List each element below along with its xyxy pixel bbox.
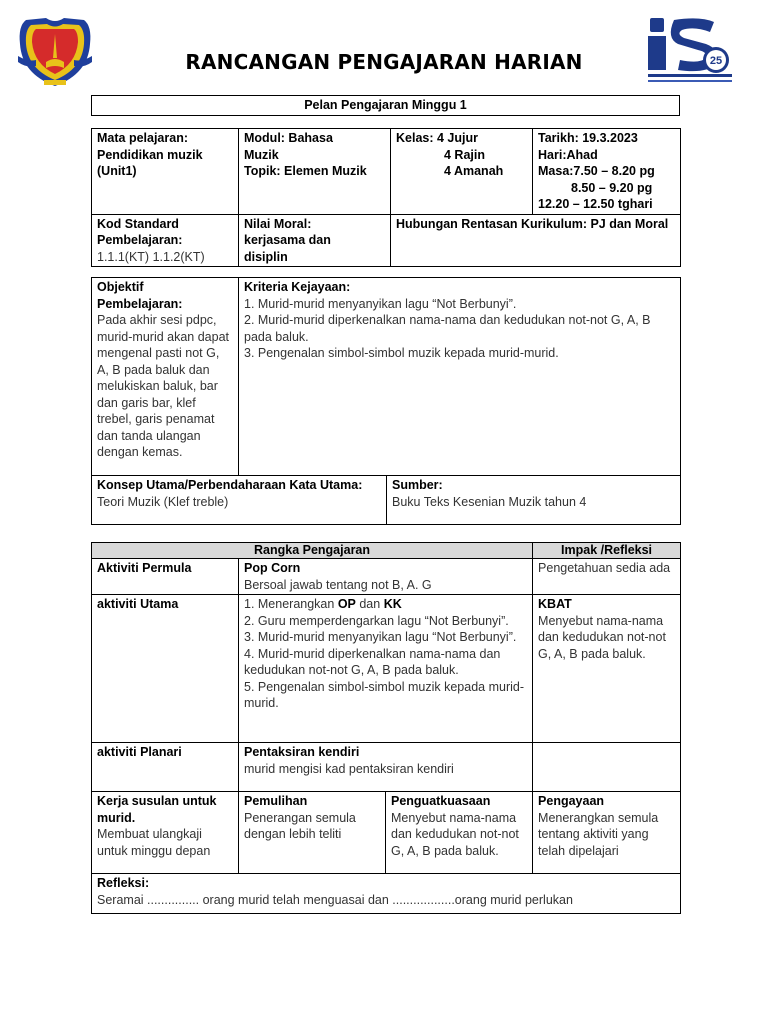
objective-label-2: Pembelajaran: bbox=[97, 296, 183, 311]
concept-cell bbox=[92, 476, 387, 525]
main-activity-cell bbox=[239, 595, 533, 743]
source-label: Sumber: bbox=[392, 478, 443, 492]
time-1: Masa:7.50 – 8.20 pg bbox=[538, 164, 655, 178]
main-step-1: 1. Menerangkan OP dan KK bbox=[244, 597, 402, 611]
date-time-cell bbox=[533, 129, 681, 215]
module-cell bbox=[239, 129, 391, 215]
subject-unit: (Unit1) bbox=[97, 164, 137, 178]
reinforcement-cell bbox=[386, 792, 533, 874]
main-step-5: 5. Pengenalan simbol-simbol muzik kepada murid-murid. bbox=[244, 679, 524, 710]
source-value: Buku Teks Kesenian Muzik tahun 4 bbox=[392, 494, 587, 509]
concept-label: Konsep Utama/Perbendaharaan Kata Utama: bbox=[97, 478, 363, 492]
anniversary-logo bbox=[644, 14, 736, 88]
main-step-2: 2. Guru memperdengarkan lagu “Not Berbunyi”. bbox=[244, 613, 509, 628]
module-label: Modul: Bahasa bbox=[244, 131, 333, 145]
plenary-cell bbox=[239, 743, 533, 792]
standard-label-2: Pembelajaran: bbox=[97, 233, 183, 247]
subject-cell bbox=[92, 129, 239, 215]
cross-curriculum-cell: Hubungan Rentasan Kurikulum: PJ dan Moral bbox=[391, 214, 681, 267]
moral-label: Nilai Moral: bbox=[244, 216, 312, 231]
kbat-label: KBAT bbox=[538, 597, 572, 611]
objective-cell bbox=[92, 278, 239, 476]
reflection-cell bbox=[92, 874, 681, 914]
criteria-cell bbox=[239, 278, 681, 476]
module-value: Muzik bbox=[244, 147, 279, 162]
time-3: 12.20 – 12.50 tghari bbox=[538, 197, 653, 211]
lesson-frame-table bbox=[91, 542, 681, 914]
starter-title: Pop Corn bbox=[244, 561, 301, 575]
reflection-label: Refleksi: bbox=[97, 876, 150, 890]
remedial-cell bbox=[239, 792, 386, 874]
criteria-item: 1. Murid-murid menyanyikan lagu “Not Berbunyi”. bbox=[244, 296, 517, 311]
class-label: Kelas: 4 Jujur bbox=[396, 131, 478, 145]
subject-label: Mata pelajaran: bbox=[97, 131, 189, 145]
moral-value: kerjasama dan bbox=[244, 233, 331, 247]
main-impact-cell bbox=[533, 595, 681, 743]
objectives-table bbox=[91, 277, 681, 525]
main-step-4: 4. Murid-murid diperkenalkan nama-nama dan kedudukan not-not G, A, B pada baluk. bbox=[244, 646, 501, 677]
moral-value-2: disiplin bbox=[244, 249, 288, 264]
time-2: 8.50 – 9.20 pg bbox=[571, 180, 653, 195]
starter-cell bbox=[239, 559, 533, 595]
frame-header: Rangka Pengajaran bbox=[92, 543, 533, 559]
plenary-text: murid mengisi kad pentaksiran kendiri bbox=[244, 761, 454, 776]
objective-text: Pada akhir sesi pdpc, murid-murid akan dapat mengenal pasti not G, A, B pada baluk dan melukiskan baluk, bar dan garis bar, klef trebel, garis penamat dan tanda ulangan dengan kemas. bbox=[97, 313, 230, 459]
criteria-label: Kriteria Kejayaan: bbox=[244, 280, 351, 294]
page-title: RANCANGAN PENGAJARAN HARIAN bbox=[185, 50, 583, 74]
day-label: Hari:Ahad bbox=[538, 147, 598, 162]
lesson-info-table bbox=[91, 128, 681, 267]
impact-header: Impak /Refleksi bbox=[533, 543, 681, 559]
reinforcement-text: Menyebut nama-nama dan kedudukan not-not G, A, B pada baluk. bbox=[391, 810, 519, 858]
main-step-3: 3. Murid-murid menyanyikan lagu “Not Berbunyi”. bbox=[244, 630, 517, 644]
plenary-title: Pentaksiran kendiri bbox=[244, 745, 360, 759]
concept-value: Teori Muzik (Klef treble) bbox=[97, 494, 229, 509]
date-label: Tarikh: 19.3.2023 bbox=[538, 131, 638, 145]
enrichment-title: Pengayaan bbox=[538, 794, 605, 808]
starter-label: Aktiviti Permula bbox=[92, 559, 239, 595]
reinforcement-title: Penguatkuasaan bbox=[391, 794, 491, 808]
enrichment-text: Menerangkan semula tentang aktiviti yang telah dipelajari bbox=[538, 810, 659, 858]
class-rajin: 4 Rajin bbox=[444, 147, 485, 162]
starter-impact: Pengetahuan sedia ada bbox=[533, 559, 681, 595]
week-table bbox=[91, 95, 680, 116]
plenary-label: aktiviti Planari bbox=[92, 743, 239, 792]
source-cell bbox=[387, 476, 681, 525]
followup-text: Membuat ulangkaji untuk minggu depan bbox=[97, 827, 211, 858]
topic-label: Topik: Elemen Muzik bbox=[244, 164, 367, 178]
followup-label: Kerja susulan untuk murid. bbox=[97, 794, 217, 825]
standard-label: Kod Standard bbox=[97, 216, 179, 231]
remedial-title: Pemulihan bbox=[244, 794, 308, 808]
class-cell bbox=[391, 129, 533, 215]
enrichment-cell bbox=[533, 792, 681, 874]
standard-cell bbox=[92, 214, 239, 267]
main-label: aktiviti Utama bbox=[92, 595, 239, 743]
plenary-impact bbox=[533, 743, 681, 792]
logo-badge-number: 25 bbox=[709, 55, 723, 67]
followup-cell bbox=[92, 792, 239, 874]
moral-cell bbox=[239, 214, 391, 267]
week-label: Pelan Pengajaran Minggu 1 bbox=[92, 96, 680, 116]
standard-value: 1.1.1(KT) 1.1.2(KT) bbox=[97, 249, 205, 264]
reflection-text: Seramai ............... orang murid telah menguasai dan ..................orang murid perlukan bbox=[97, 892, 573, 907]
criteria-item: 2. Murid-murid diperkenalkan nama-nama dan kedudukan not-not G, A, B pada baluk. bbox=[244, 313, 651, 344]
criteria-item: 3. Pengenalan simbol-simbol muzik kepada murid-murid. bbox=[244, 346, 559, 360]
starter-text: Bersoal jawab tentang not B, A. G bbox=[244, 577, 432, 592]
remedial-text: Penerangan semula dengan lebih teliti bbox=[244, 810, 356, 841]
subject-value: Pendidikan muzik bbox=[97, 147, 203, 162]
objective-label: Objektif bbox=[97, 280, 144, 294]
kbat-text: Menyebut nama-nama dan kedudukan not-not G, A, B pada baluk. bbox=[538, 613, 666, 661]
class-amanah: 4 Amanah bbox=[444, 164, 504, 178]
